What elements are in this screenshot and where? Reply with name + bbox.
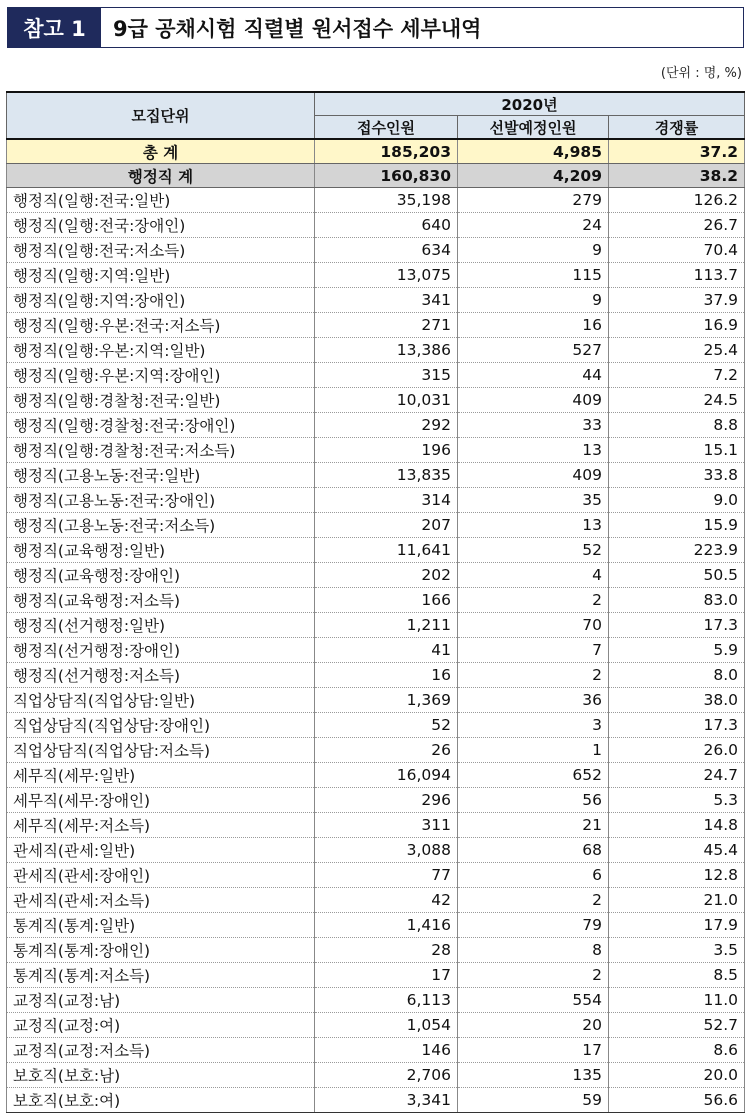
row-ratio: 37.9 (609, 288, 745, 313)
row-applicants: 271 (315, 313, 458, 338)
row-ratio: 11.0 (609, 988, 745, 1013)
title-bar (7, 7, 744, 48)
row-planned: 2 (458, 963, 609, 988)
header-recruitment-unit: 모집단위 (7, 92, 315, 139)
row-applicants: 2,706 (315, 1063, 458, 1088)
row-ratio: 16.9 (609, 313, 745, 338)
row-name: 행정직(교육행정:저소득) (7, 588, 315, 613)
row-planned: 8 (458, 938, 609, 963)
row-applicants: 16,094 (315, 763, 458, 788)
row-name: 행정직(교육행정:일반) (7, 538, 315, 563)
table-row (7, 588, 745, 613)
row-planned: 68 (458, 838, 609, 863)
row-name: 세무직(세무:장애인) (7, 788, 315, 813)
row-planned: 24 (458, 213, 609, 238)
row-name: 행정직(선거행정:저소득) (7, 663, 315, 688)
row-applicants: 13,386 (315, 338, 458, 363)
row-planned: 279 (458, 188, 609, 213)
table-row (7, 713, 745, 738)
page-title: 9급 공채시험 직렬별 원서접수 세부내역 (113, 16, 482, 41)
table-row (7, 1013, 745, 1038)
row-planned: 13 (458, 438, 609, 463)
row-applicants: 6,113 (315, 988, 458, 1013)
row-name: 행정직(선거행정:일반) (7, 613, 315, 638)
header-ratio: 경쟁률 (609, 116, 745, 140)
row-applicants: 296 (315, 788, 458, 813)
row-planned: 2 (458, 588, 609, 613)
row-applicants: 1,054 (315, 1013, 458, 1038)
table-row (7, 688, 745, 713)
table-row (7, 888, 745, 913)
table-row (7, 1038, 745, 1063)
row-ratio: 83.0 (609, 588, 745, 613)
row-ratio: 33.8 (609, 463, 745, 488)
row-planned: 33 (458, 413, 609, 438)
row-applicants: 314 (315, 488, 458, 513)
row-ratio: 126.2 (609, 188, 745, 213)
row-planned: 20 (458, 1013, 609, 1038)
row-name: 행정직(고용노동:전국:일반) (7, 463, 315, 488)
row-planned: 4 (458, 563, 609, 588)
row-ratio: 223.9 (609, 538, 745, 563)
table-row (7, 763, 745, 788)
row-name: 행정직(일행:지역:장애인) (7, 288, 315, 313)
row-ratio: 26.0 (609, 738, 745, 763)
row-ratio: 8.8 (609, 413, 745, 438)
row-ratio: 12.8 (609, 863, 745, 888)
row-name: 행정직(일행:우본:전국:저소득) (7, 313, 315, 338)
row-planned: 6 (458, 863, 609, 888)
row-ratio: 5.9 (609, 638, 745, 663)
row-planned: 52 (458, 538, 609, 563)
row-applicants: 11,641 (315, 538, 458, 563)
row-applicants: 17 (315, 963, 458, 988)
row-applicants: 166 (315, 588, 458, 613)
table-row (7, 388, 745, 413)
row-name: 행정직(일행:전국:일반) (7, 188, 315, 213)
table-row (7, 1063, 745, 1088)
table-row (7, 288, 745, 313)
row-applicants: 13,835 (315, 463, 458, 488)
row-ratio: 15.1 (609, 438, 745, 463)
row-ratio: 113.7 (609, 263, 745, 288)
row-name: 행정직(일행:경찰청:전국:일반) (7, 388, 315, 413)
table-row (7, 438, 745, 463)
row-ratio: 45.4 (609, 838, 745, 863)
total-label: 총 계 (7, 139, 315, 164)
row-name: 관세직(관세:일반) (7, 838, 315, 863)
row-applicants: 634 (315, 238, 458, 263)
row-applicants: 28 (315, 938, 458, 963)
table-row (7, 488, 745, 513)
row-planned: 115 (458, 263, 609, 288)
row-planned: 13 (458, 513, 609, 538)
table-row (7, 863, 745, 888)
row-applicants: 3,341 (315, 1088, 458, 1113)
row-name: 교정직(교정:여) (7, 1013, 315, 1038)
row-name: 통계직(통계:일반) (7, 913, 315, 938)
row-planned: 135 (458, 1063, 609, 1088)
total-planned: 4,985 (458, 139, 609, 164)
table-row (7, 838, 745, 863)
table-row (7, 1088, 745, 1113)
row-name: 세무직(세무:저소득) (7, 813, 315, 838)
row-ratio: 52.7 (609, 1013, 745, 1038)
table-body (7, 139, 745, 1113)
table-row (7, 188, 745, 213)
row-planned: 79 (458, 913, 609, 938)
row-ratio: 14.8 (609, 813, 745, 838)
row-ratio: 26.7 (609, 213, 745, 238)
row-ratio: 17.3 (609, 713, 745, 738)
row-planned: 56 (458, 788, 609, 813)
row-applicants: 207 (315, 513, 458, 538)
row-planned: 554 (458, 988, 609, 1013)
row-applicants: 41 (315, 638, 458, 663)
subtotal-row (7, 164, 745, 188)
row-name: 관세직(관세:장애인) (7, 863, 315, 888)
table-row (7, 613, 745, 638)
row-applicants: 52 (315, 713, 458, 738)
total-row (7, 139, 745, 164)
table-row (7, 788, 745, 813)
row-ratio: 38.0 (609, 688, 745, 713)
subtotal-applicants: 160,830 (315, 164, 458, 188)
row-name: 행정직(일행:경찰청:전국:저소득) (7, 438, 315, 463)
row-name: 행정직(고용노동:전국:저소득) (7, 513, 315, 538)
row-planned: 409 (458, 388, 609, 413)
row-applicants: 3,088 (315, 838, 458, 863)
row-planned: 36 (458, 688, 609, 713)
row-planned: 527 (458, 338, 609, 363)
row-applicants: 315 (315, 363, 458, 388)
row-planned: 70 (458, 613, 609, 638)
row-name: 통계직(통계:저소득) (7, 963, 315, 988)
row-applicants: 341 (315, 288, 458, 313)
row-applicants: 292 (315, 413, 458, 438)
row-applicants: 26 (315, 738, 458, 763)
row-ratio: 15.9 (609, 513, 745, 538)
header-year-group: 2020년 (315, 92, 745, 116)
row-planned: 17 (458, 1038, 609, 1063)
row-planned: 1 (458, 738, 609, 763)
table-row (7, 513, 745, 538)
applications-table (6, 91, 745, 1113)
row-planned: 16 (458, 313, 609, 338)
table-row (7, 413, 745, 438)
table-row (7, 813, 745, 838)
row-applicants: 1,211 (315, 613, 458, 638)
row-name: 보호직(보호:여) (7, 1088, 315, 1113)
table-row (7, 638, 745, 663)
row-ratio: 24.7 (609, 763, 745, 788)
table-row (7, 463, 745, 488)
row-name: 행정직(일행:지역:일반) (7, 263, 315, 288)
row-planned: 9 (458, 238, 609, 263)
row-name: 행정직(일행:전국:저소득) (7, 238, 315, 263)
row-name: 직업상담직(직업상담:일반) (7, 688, 315, 713)
row-planned: 35 (458, 488, 609, 513)
row-planned: 2 (458, 888, 609, 913)
row-ratio: 8.0 (609, 663, 745, 688)
row-name: 행정직(일행:우본:지역:장애인) (7, 363, 315, 388)
table-row (7, 238, 745, 263)
row-applicants: 77 (315, 863, 458, 888)
row-planned: 21 (458, 813, 609, 838)
row-name: 행정직(선거행정:장애인) (7, 638, 315, 663)
row-planned: 44 (458, 363, 609, 388)
table-row (7, 938, 745, 963)
header-planned: 선발예정인원 (458, 116, 609, 140)
row-name: 행정직(일행:경찰청:전국:장애인) (7, 413, 315, 438)
table-row (7, 338, 745, 363)
reference-tag: 참고 1 (8, 8, 101, 47)
row-applicants: 311 (315, 813, 458, 838)
row-ratio: 25.4 (609, 338, 745, 363)
table-row (7, 988, 745, 1013)
table-row (7, 263, 745, 288)
row-applicants: 1,369 (315, 688, 458, 713)
row-ratio: 17.3 (609, 613, 745, 638)
table-row (7, 663, 745, 688)
table-row (7, 738, 745, 763)
row-planned: 409 (458, 463, 609, 488)
row-ratio: 9.0 (609, 488, 745, 513)
row-ratio: 21.0 (609, 888, 745, 913)
row-planned: 2 (458, 663, 609, 688)
row-name: 행정직(일행:전국:장애인) (7, 213, 315, 238)
row-ratio: 5.3 (609, 788, 745, 813)
table-row (7, 313, 745, 338)
row-ratio: 8.6 (609, 1038, 745, 1063)
row-ratio: 20.0 (609, 1063, 745, 1088)
row-planned: 9 (458, 288, 609, 313)
row-applicants: 10,031 (315, 388, 458, 413)
row-name: 통계직(통계:장애인) (7, 938, 315, 963)
row-name: 행정직(일행:우본:지역:일반) (7, 338, 315, 363)
row-ratio: 7.2 (609, 363, 745, 388)
row-applicants: 202 (315, 563, 458, 588)
row-name: 세무직(세무:일반) (7, 763, 315, 788)
row-name: 교정직(교정:남) (7, 988, 315, 1013)
subtotal-planned: 4,209 (458, 164, 609, 188)
row-ratio: 17.9 (609, 913, 745, 938)
row-ratio: 8.5 (609, 963, 745, 988)
row-planned: 652 (458, 763, 609, 788)
row-name: 직업상담직(직업상담:저소득) (7, 738, 315, 763)
row-ratio: 3.5 (609, 938, 745, 963)
header-applicants: 접수인원 (315, 116, 458, 140)
row-ratio: 50.5 (609, 563, 745, 588)
row-applicants: 1,416 (315, 913, 458, 938)
total-ratio: 37.2 (609, 139, 745, 164)
row-name: 관세직(관세:저소득) (7, 888, 315, 913)
row-name: 행정직(고용노동:전국:장애인) (7, 488, 315, 513)
row-name: 행정직(교육행정:장애인) (7, 563, 315, 588)
row-planned: 7 (458, 638, 609, 663)
table-row (7, 363, 745, 388)
row-name: 교정직(교정:저소득) (7, 1038, 315, 1063)
row-applicants: 146 (315, 1038, 458, 1063)
table-row (7, 963, 745, 988)
row-applicants: 35,198 (315, 188, 458, 213)
subtotal-ratio: 38.2 (609, 164, 745, 188)
row-applicants: 196 (315, 438, 458, 463)
row-applicants: 640 (315, 213, 458, 238)
table-row (7, 213, 745, 238)
row-applicants: 16 (315, 663, 458, 688)
row-ratio: 24.5 (609, 388, 745, 413)
row-name: 보호직(보호:남) (7, 1063, 315, 1088)
row-applicants: 13,075 (315, 263, 458, 288)
row-ratio: 70.4 (609, 238, 745, 263)
unit-note: (단위 : 명, %) (660, 66, 742, 81)
row-planned: 59 (458, 1088, 609, 1113)
row-name: 직업상담직(직업상담:장애인) (7, 713, 315, 738)
table-row (7, 538, 745, 563)
row-ratio: 56.6 (609, 1088, 745, 1113)
table-row (7, 913, 745, 938)
table-row (7, 563, 745, 588)
subtotal-label: 행정직 계 (7, 164, 315, 188)
row-planned: 3 (458, 713, 609, 738)
total-applicants: 185,203 (315, 139, 458, 164)
row-applicants: 42 (315, 888, 458, 913)
